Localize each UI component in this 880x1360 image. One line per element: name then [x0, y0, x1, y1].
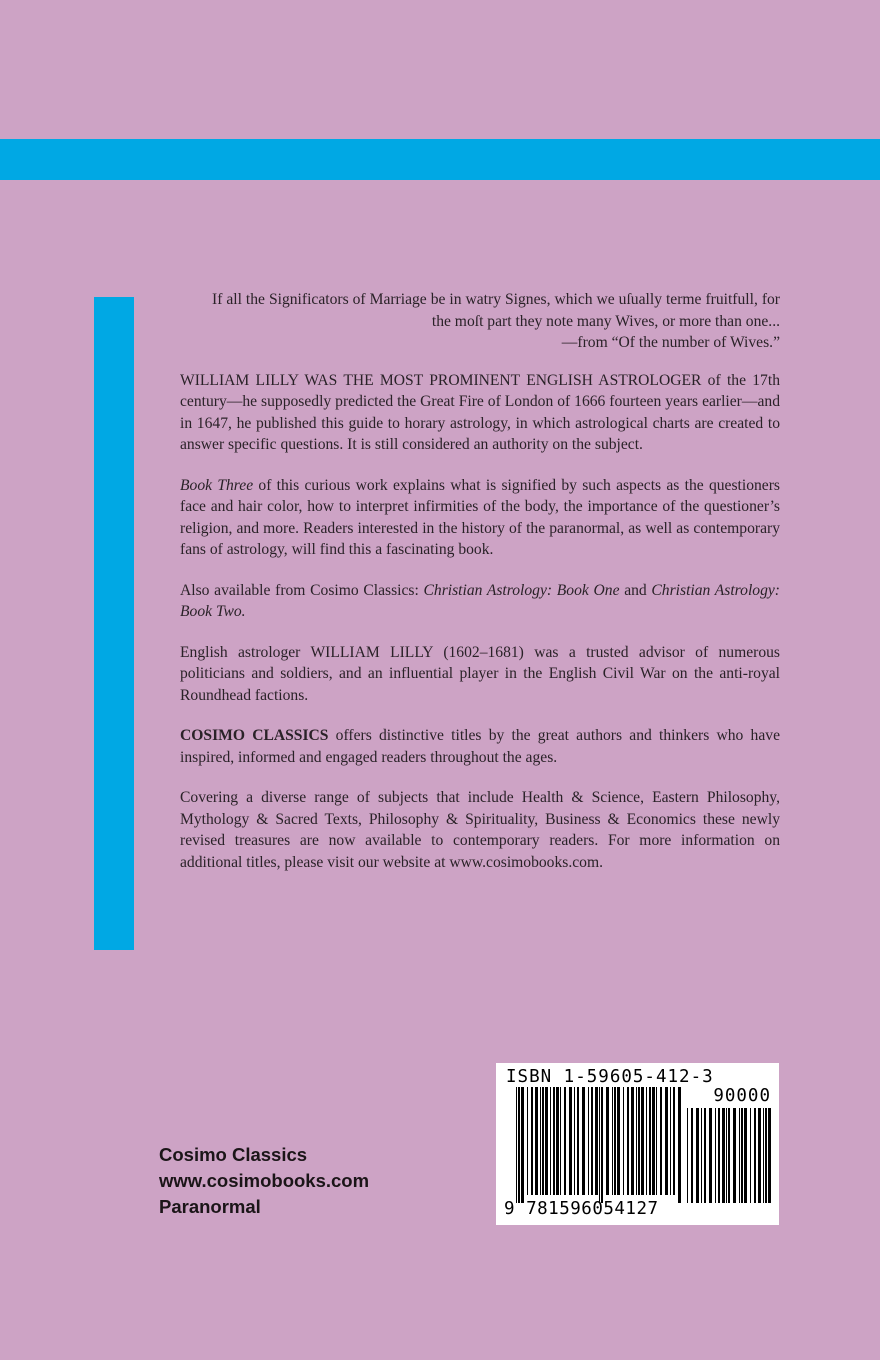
- barcode-bar: [728, 1108, 730, 1203]
- also-available-prefix: Also available from Cosimo Classics:: [180, 581, 424, 599]
- barcode-bar: [627, 1087, 629, 1195]
- barcode-bar: [696, 1108, 699, 1203]
- barcode-bar: [687, 1108, 688, 1203]
- barcode-bar: [726, 1108, 727, 1203]
- barcode-bar: [741, 1108, 743, 1203]
- book-three-rest: of this curious work explains what is signified by such aspects as the questioners face and hair color, how to interpret infirmities of the body, the importance of the questioner’s religion, and more. Readers interested in the history of the paranormal, as well as contemporary fans of astrology, will find this a fascinating book.: [180, 476, 780, 558]
- publisher-name: Cosimo Classics: [159, 1144, 308, 1165]
- author-bio-paragraph: [180, 642, 780, 707]
- barcode-bar: [758, 1108, 761, 1203]
- cosimo-paragraph: [180, 725, 780, 768]
- barcode-bar: [606, 1087, 609, 1195]
- barcode-bar: [521, 1087, 524, 1203]
- barcode-bar: [722, 1108, 725, 1203]
- author-bio-prefix: English astrologer: [180, 643, 311, 661]
- book-three-title: Book Three: [180, 476, 254, 494]
- barcode-bar: [636, 1087, 637, 1195]
- barcode-bar: [652, 1087, 655, 1195]
- barcode-bar: [673, 1087, 675, 1195]
- ean-first-digit: 9: [504, 1199, 516, 1219]
- barcode-bar: [715, 1108, 716, 1203]
- side-accent-bar: [94, 297, 134, 950]
- barcode-bar: [540, 1087, 541, 1195]
- isbn-label: ISBN 1-59605-412-3: [506, 1067, 714, 1087]
- barcode-bar: [750, 1108, 751, 1203]
- barcode-bar: [545, 1087, 548, 1195]
- barcode-bar: [601, 1087, 603, 1203]
- ean-group-2: 054127: [592, 1199, 659, 1219]
- publisher-website: www.cosimobooks.com: [159, 1170, 370, 1191]
- intro-lead: WILLIAM LILLY WAS THE MOST PROMINENT ENGLISH ASTROLOGER: [180, 371, 702, 389]
- ean-digits: [504, 1199, 659, 1219]
- intro-rest: of the 17th century—he supposedly predicted the Great Fire of London of 1666 fourteen years earlier—and in 1647, he published this guide to horary astrology, in which astrological charts are created to answer specific questions. It is still considered an authority on the subject.: [180, 371, 780, 453]
- book-three-paragraph: [180, 475, 780, 561]
- price-code: 90000: [713, 1086, 771, 1106]
- barcode-bar: [754, 1108, 756, 1203]
- barcode-bar: [744, 1108, 747, 1203]
- barcode-bar: [709, 1108, 712, 1203]
- author-bio-rest: (1602–1681) was a trusted advisor of numerous politicians and soldiers, and an influential player in the English Civil War on the anti-royal Roundhead factions.: [180, 643, 780, 704]
- cosimo-brand: COSIMO CLASSICS: [180, 727, 329, 744]
- publisher-footer: [159, 1142, 369, 1220]
- barcode-bar: [595, 1087, 598, 1195]
- barcode-bar: [612, 1087, 613, 1195]
- barcode-bar: [553, 1087, 555, 1195]
- barcode-bar: [599, 1087, 600, 1203]
- barcode-bar: [649, 1087, 651, 1195]
- barcode-bar: [701, 1108, 702, 1203]
- quote-text: If all the Significators of Marriage be in watry Signes, which we uſually terme fruitfull, for the moſt part they note many Wives, or more than one...: [212, 291, 780, 330]
- intro-paragraph: [180, 370, 780, 456]
- isbn-barcode: [496, 1063, 779, 1225]
- author-name: WILLIAM LILLY: [310, 643, 433, 661]
- barcode-bar: [631, 1087, 634, 1195]
- cosimo-rest: offers distinctive titles by the great authors and thinkers who have inspired, informed and engaged readers throughout the ages.: [180, 727, 780, 766]
- ean-group-1: 781596: [526, 1199, 593, 1219]
- barcode-bar: [704, 1108, 706, 1203]
- ean-barcode-bars: [516, 1087, 684, 1203]
- book-category: Paranormal: [159, 1196, 261, 1217]
- barcode-bar: [518, 1087, 520, 1203]
- barcode-bar: [527, 1087, 528, 1195]
- barcode-bar: [560, 1087, 561, 1195]
- quote-attribution: —from “Of the number of Wives.”: [561, 334, 780, 351]
- barcode-bar: [718, 1108, 720, 1203]
- barcode-bar: [768, 1108, 771, 1203]
- barcode-bar: [660, 1087, 662, 1195]
- barcode-bar: [542, 1087, 544, 1195]
- barcode-bar: [623, 1087, 624, 1195]
- barcode-bar: [564, 1087, 566, 1195]
- also-available-paragraph: [180, 580, 780, 623]
- book-two-title: Christian Astrology: Book Two.: [180, 581, 780, 620]
- barcode-bar: [765, 1108, 767, 1203]
- barcode-bar: [617, 1087, 620, 1195]
- barcode-bar: [577, 1087, 579, 1195]
- barcode-bar: [591, 1087, 593, 1195]
- barcode-bar: [516, 1087, 517, 1203]
- addon-barcode-bars: [687, 1108, 771, 1203]
- barcode-bar: [569, 1087, 572, 1195]
- epigraph-quote: [212, 289, 780, 354]
- barcode-bar: [574, 1087, 575, 1195]
- barcode-bar: [670, 1087, 671, 1195]
- barcode-bar: [739, 1108, 740, 1203]
- barcode-bar: [641, 1087, 644, 1195]
- barcode-bar: [733, 1108, 736, 1203]
- barcode-bar: [614, 1087, 616, 1195]
- barcode-bar: [638, 1087, 640, 1195]
- back-cover-text: [180, 289, 780, 873]
- covering-paragraph: Covering a diverse range of subjects that include Health & Science, Eastern Philosophy, Mythology & Sacred Texts, Philosophy & Spirituality, Business & Economics these newly revised treasures are now available to contemporary readers. For more information on additional titles, please visit our website at www.cosimobooks.com.: [180, 789, 780, 871]
- barcode-bar: [665, 1087, 668, 1195]
- barcode-bar: [556, 1087, 559, 1195]
- barcode-bar: [582, 1087, 585, 1195]
- barcode-bar: [531, 1087, 533, 1195]
- barcode-bar: [656, 1087, 657, 1195]
- barcode-bar: [550, 1087, 551, 1195]
- barcode-bar: [691, 1108, 693, 1203]
- book-one-title: Christian Astrology: Book One: [423, 581, 620, 599]
- top-accent-band: [0, 139, 880, 180]
- also-available-and: and: [619, 581, 652, 599]
- barcode-bar: [535, 1087, 538, 1195]
- barcode-bar: [763, 1108, 764, 1203]
- barcode-bar: [646, 1087, 647, 1195]
- barcode-bar: [678, 1087, 681, 1203]
- barcode-bar: [588, 1087, 589, 1195]
